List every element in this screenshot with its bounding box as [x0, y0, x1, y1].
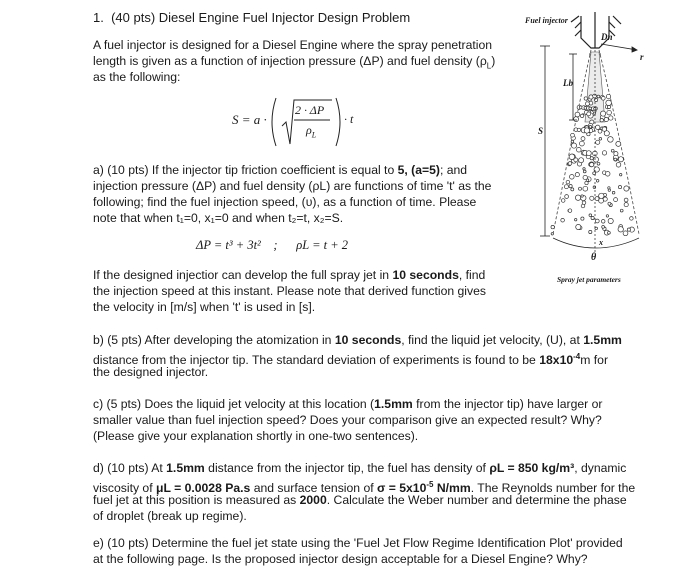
droplet — [601, 111, 606, 116]
label-dn: Dn — [601, 32, 613, 42]
droplet — [587, 112, 591, 116]
label-x: x — [599, 238, 603, 247]
part-b-line-2: distance from the injector tip. The standard deviation of experiments is found to be $18x10^{-4}m$ for — [93, 352, 609, 368]
droplet — [577, 128, 580, 131]
droplet — [580, 114, 583, 117]
part-c-line-1: c) (5 pts) Does the liquid jet velocity at this location (1.5mm from the injector tip) have larger or — [93, 397, 603, 411]
droplet — [616, 163, 621, 168]
theta-arc — [553, 238, 639, 248]
radius-arrow — [601, 44, 637, 52]
label-r: r — [640, 52, 644, 62]
formula-denominator: $\rho_L$ — [306, 123, 317, 140]
droplet — [583, 186, 588, 191]
part-a-line-1: a) (10 pts) If the injector tip friction coefficient is equal to 5, (a=5); and — [93, 163, 468, 177]
droplet — [551, 225, 554, 228]
droplet — [571, 133, 575, 137]
formula-numerator: 2 · ΔP — [295, 103, 325, 117]
droplet — [600, 119, 603, 122]
part-d-line-3: fuel jet at this position is measured as 2000. Calculate the Weber number and determine the phase — [93, 493, 627, 507]
droplet — [605, 172, 610, 177]
droplet — [607, 110, 612, 115]
question-title — [93, 10, 410, 26]
droplet — [551, 233, 553, 235]
formula-delta-p: ΔP = t³ + 3t² — [196, 238, 261, 252]
question-points: (40 pts) — [111, 10, 156, 25]
droplet — [606, 100, 612, 106]
droplet — [618, 227, 623, 232]
droplet — [576, 224, 581, 229]
droplet — [616, 141, 621, 146]
droplet — [599, 193, 604, 198]
formula-functions: ΔP = t³ + 3t² ; ρL = t + 2 — [196, 238, 349, 252]
intro-line-1: A fuel injector is designed for a Diesel Engine where the spray penetration — [93, 38, 493, 52]
droplet — [565, 195, 569, 199]
droplet — [620, 209, 623, 212]
part-a2-line-3: the velocity in [m/s] when 't' is used in [s]. — [93, 300, 316, 314]
part-b-line-1: b) (5 pts) After developing the atomization in 10 seconds, find the liquid jet velocity, (U), at 1.5mm — [93, 333, 622, 347]
droplet — [586, 151, 591, 156]
question-number: 1. — [93, 10, 104, 25]
droplet — [606, 94, 610, 98]
droplet — [596, 180, 599, 183]
part-a2-line-1: If the designed injectior can develop the full spray jet in 10 seconds, find — [93, 268, 486, 282]
droplet — [608, 231, 611, 234]
part-b-line-3: the designed injector. — [93, 365, 209, 379]
formula-lhs: S = a · — [232, 112, 267, 127]
droplet — [571, 188, 574, 191]
droplet — [601, 220, 605, 224]
droplet — [608, 218, 613, 223]
formula-penetration — [232, 92, 372, 152]
droplet — [575, 112, 580, 117]
droplet — [612, 191, 615, 194]
droplet — [618, 157, 623, 162]
question-heading: Diesel Engine Fuel Injector Design Problem — [158, 10, 411, 25]
intro-line-2: length is given as a function of injection pressure (ΔP) and fuel density $(\rho_L)$ — [93, 54, 496, 71]
droplet — [614, 198, 618, 202]
droplet — [601, 96, 605, 100]
droplet — [608, 137, 614, 143]
droplet — [579, 158, 584, 163]
droplet — [614, 158, 617, 161]
part-a-line-4: note that when t₁=0, x₁=0 and when t₂=t, x₂=S. — [93, 211, 344, 225]
part-d-line-4: of droplet (break up regime). — [93, 509, 247, 523]
droplet — [608, 202, 611, 205]
part-a-line-2: injection pressure (ΔP) and fuel density (ρL) are functions of time 't' as the — [93, 179, 492, 193]
part-d-line-1: d) (10 pts) At 1.5mm distance from the injector tip, the fuel has density of ρL = 850 kg/m³, dynamic — [93, 461, 627, 475]
droplet — [602, 127, 606, 131]
droplet — [589, 230, 592, 233]
droplet — [596, 140, 600, 144]
droplet — [590, 163, 594, 167]
droplet — [597, 162, 600, 165]
droplet — [581, 137, 585, 141]
droplet — [574, 117, 579, 122]
droplet — [624, 203, 628, 207]
droplet — [583, 168, 585, 170]
droplet — [569, 185, 572, 188]
droplet — [602, 151, 606, 155]
droplet — [577, 147, 582, 152]
droplet — [585, 102, 589, 106]
droplet — [575, 173, 579, 177]
droplet — [597, 95, 600, 98]
droplet — [574, 158, 578, 162]
droplet — [583, 175, 587, 179]
droplet — [624, 198, 628, 202]
droplet — [571, 143, 576, 148]
droplet — [609, 116, 613, 120]
label-theta: θ — [591, 252, 597, 263]
droplet — [591, 216, 594, 219]
part-c-line-3: (Please give your explanation shortly in one-two sentences). — [93, 429, 419, 443]
droplet — [630, 217, 634, 221]
droplet — [593, 157, 598, 162]
droplet — [575, 219, 577, 221]
droplet — [620, 174, 622, 176]
part-e-line-1: e) (10 pts) Determine the fuel jet state using the 'Fuel Jet Flow Regime Identification Plot' provided — [93, 536, 623, 550]
droplet — [589, 126, 592, 129]
droplet — [561, 199, 565, 203]
droplet — [583, 170, 586, 173]
droplet — [566, 180, 570, 184]
droplet — [584, 128, 589, 133]
droplet — [606, 215, 608, 217]
droplet — [590, 196, 594, 200]
spray-jet-figure — [505, 2, 700, 292]
droplet — [627, 228, 630, 231]
droplet — [595, 219, 599, 223]
part-a-line-3: following; find the fuel injection speed, (υ), as a function of time. Please — [93, 195, 477, 209]
droplet — [564, 185, 568, 189]
droplet — [580, 141, 585, 146]
part-e-line-2: at the following page. Is the proposed injector design acceptable for a Diesel Engine? Why? — [93, 552, 588, 566]
droplet — [561, 218, 565, 222]
droplet — [584, 97, 587, 100]
part-c-line-2: smaller value than fuel injection speed? Does your comparison give an expected result? Why? — [93, 413, 602, 427]
spray-droplets — [551, 94, 634, 236]
droplet — [585, 181, 588, 184]
part-a2-line-2: the injection speed at this instant. Please note that derived function gives — [93, 284, 486, 298]
figure-caption: Spray jet parameters — [557, 275, 621, 284]
s-dimension — [540, 46, 550, 236]
label-s: S — [538, 126, 544, 136]
droplet — [581, 217, 584, 220]
droplet — [602, 226, 605, 229]
part-d-line-2: viscosity of μL = 0.0028 Pa.s and surface tension of $\sigma = 5x10^{-5}$ N/mm. The Reynolds number for the — [93, 480, 636, 496]
droplet — [579, 187, 582, 190]
label-lb: Lb — [563, 78, 573, 88]
droplet — [581, 195, 583, 197]
injector-body — [571, 12, 621, 48]
droplet — [618, 186, 621, 189]
formula-tail: · t — [344, 112, 354, 126]
droplet — [589, 214, 592, 217]
intro-line-3: as the following: — [93, 70, 181, 84]
droplet — [611, 149, 614, 152]
droplet — [570, 175, 575, 180]
droplet — [624, 186, 629, 191]
droplet — [604, 117, 608, 121]
droplet — [595, 197, 599, 201]
droplet — [568, 162, 572, 166]
droplet — [614, 152, 618, 156]
droplet — [575, 195, 580, 200]
droplet — [607, 105, 610, 108]
droplet — [608, 187, 610, 189]
spray-jet-diagram — [505, 2, 700, 292]
droplet — [599, 198, 604, 203]
droplet — [568, 209, 572, 213]
figure-title: Fuel injector — [525, 16, 568, 25]
droplet — [598, 129, 602, 133]
droplet — [623, 231, 628, 236]
droplet — [581, 204, 585, 208]
droplet — [596, 125, 600, 129]
droplet — [571, 140, 574, 143]
formula-rho: ρL = t + 2 — [296, 238, 349, 252]
droplet — [593, 94, 597, 98]
droplet — [589, 107, 592, 110]
droplet — [599, 138, 602, 141]
